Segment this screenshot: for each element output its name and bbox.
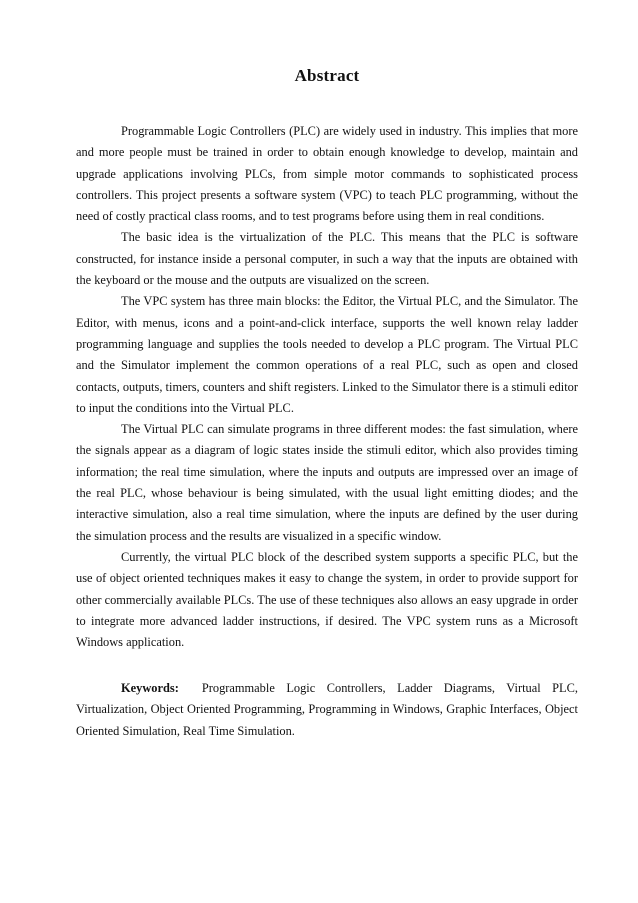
paragraph-4: The Virtual PLC can simulate programs in three different modes: the fast simulation, where the signals appear as a diagram of logic states inside the stimuli editor, which also provides timing information; the real time simulation, where the inputs and outputs are impressed over an image of the real PLC, whose behaviour is being simulated, with the usual light emitting diodes; and the interactive simulation, also a real time simulation, where the inputs are defined by the user during the simulation process and the results are visualized in a specific window. xyxy=(76,422,578,543)
abstract-body xyxy=(76,121,578,653)
paragraph-3: The VPC system has three main blocks: the Editor, the Virtual PLC, and the Simulator. The Editor, with menus, icons and a point-and-click interface, supports the well known relay ladder programming language and supplies the tools needed to develop a PLC program. The Virtual PLC and the Simulator implement the common operations of a real PLC, such as open and closed contacts, outputs, timers, counters and shift registers. Linked to the Simulator there is a stimuli editor to input the conditions into the Virtual PLC. xyxy=(76,294,578,415)
keywords-block xyxy=(76,678,578,742)
abstract-title: Abstract xyxy=(294,66,360,85)
paragraph-2: The basic idea is the virtualization of the PLC. This means that the PLC is software constructed, for instance inside a personal computer, in such a way that the inputs are obtained with the keyboard or the mouse and the outputs are visualized on the screen. xyxy=(76,230,578,288)
paragraph-5: Currently, the virtual PLC block of the described system supports a specific PLC, but the use of object oriented techniques makes it easy to change the system, in order to provide support for other commercially available PLCs. The use of these techniques also allows an easy upgrade in order to integrate more advanced ladder instructions, if desired. The VPC system runs as a Microsoft Windows application. xyxy=(76,549,578,650)
paragraph-1: Programmable Logic Controllers (PLC) are widely used in industry. This implies that more and more people must be trained in order to obtain enough knowledge to develop, maintain and upgrade applications involving PLCs, from simple motor commands to sophisticated process controllers. This project presents a software system (VPC) to teach PLC programming, without the need of costly practical class rooms, and to test programs before using them in real conditions. xyxy=(76,124,578,224)
keywords-text: Programmable Logic Controllers, Ladder Diagrams, Virtual PLC, Virtualization, Object Oriented Programming, Programming in Windows, Graphic Interfaces, Object Oriented Simulation, Real Time Simulation. xyxy=(76,681,578,738)
keywords-label: Keywords: xyxy=(121,681,179,695)
